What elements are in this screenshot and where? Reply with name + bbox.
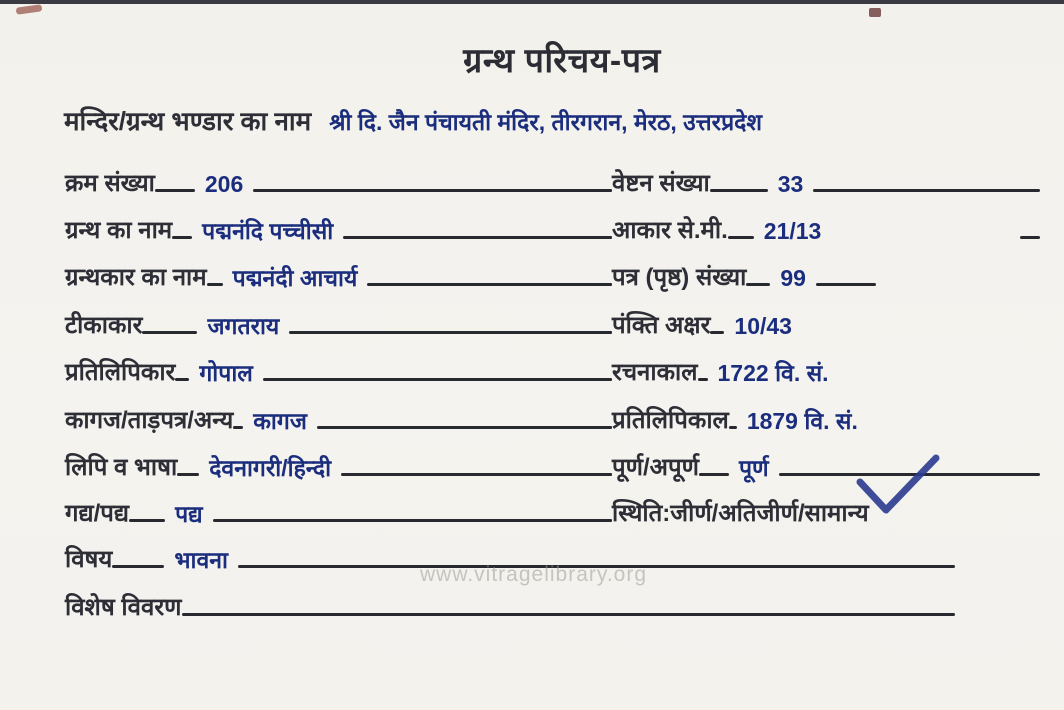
field-label: रचनाकाल: [612, 359, 698, 386]
temple-name-label: मन्दिर/ग्रन्थ भण्डार का नाम: [64, 106, 312, 136]
field-value: गोपाल: [199, 360, 253, 386]
field-label: विषय: [65, 546, 113, 573]
rule-line: [233, 426, 243, 429]
rule-line: [598, 331, 612, 334]
rule-line: [172, 236, 192, 239]
form-row: [65, 258, 1040, 300]
field-bundle-number: [598, 164, 1040, 204]
field-label: लिपि व भाषा: [65, 454, 178, 481]
field-label: पंक्ति अक्षर: [612, 312, 711, 339]
rule-line: [598, 426, 612, 429]
field-condition: [598, 494, 1040, 534]
field-value: देवनागरी/हिन्दी: [209, 455, 332, 481]
field-composition-date: [598, 353, 1040, 393]
temple-name-value: श्री दि. जैन पंचायती मंदिर, तीरगरान, मेरठ, उत्तरप्रदेश: [329, 109, 763, 135]
rule-line: [598, 189, 612, 192]
rule-line: [813, 189, 1040, 192]
field-page-count: [598, 258, 1040, 298]
field-author-name: [65, 258, 612, 298]
field-value: पद्य: [175, 501, 203, 527]
rule-line: [155, 189, 195, 192]
rule-line: [182, 613, 956, 616]
rule-line: [698, 378, 708, 381]
field-value: 1879 वि. सं.: [746, 408, 858, 434]
field-label: टीकाकार: [65, 312, 143, 339]
rule-line: [816, 283, 876, 286]
rule-line: [129, 519, 165, 522]
field-copy-date: [598, 401, 1040, 441]
field-material: [65, 401, 612, 441]
rule-line: [1020, 236, 1040, 239]
rule-line: [710, 331, 724, 334]
condition-checkmark-icon: [852, 452, 944, 518]
field-lines-letters: [598, 306, 1040, 346]
field-book-name: [65, 211, 612, 251]
rule-line: [263, 378, 612, 381]
form-row: [65, 306, 1040, 348]
rule-line: [341, 473, 612, 476]
scan-smudge-right: [869, 8, 881, 17]
rule-line: [598, 283, 612, 286]
rule-line: [598, 378, 612, 381]
rule-line: [112, 565, 164, 568]
form-row: [65, 211, 1040, 253]
rule-line: [289, 331, 612, 334]
form-row: [65, 401, 1040, 443]
rule-line: [728, 236, 754, 239]
field-value: जगतराय: [207, 313, 280, 339]
field-value: भावना: [174, 547, 228, 573]
field-value: पूर्ण: [738, 455, 769, 481]
field-label: पत्र (पृष्ठ) संख्या: [612, 264, 747, 291]
field-label: प्रतिलिपिकाल: [612, 407, 729, 434]
field-label: आकार से.मी.: [612, 217, 728, 244]
watermark: www.vitragelibrary.org: [420, 563, 648, 586]
rule-line: [367, 283, 612, 286]
field-value: 206: [204, 171, 244, 197]
form-row: [65, 164, 1040, 206]
field-serial-number: [65, 164, 612, 204]
rule-line: [729, 426, 737, 429]
rule-line: [253, 189, 612, 192]
scan-smudge-left: [16, 4, 43, 15]
field-label: स्थिति:जीर्ण/अतिजीर्ण/सामान्य: [612, 500, 869, 527]
rule-line: [343, 236, 612, 239]
rule-line: [207, 283, 223, 286]
rule-line: [746, 283, 770, 286]
field-value: पद्मनंदी आचार्य: [232, 265, 358, 291]
field-value: 1722 वि. सं.: [717, 360, 829, 386]
field-label: क्रम संख्या: [65, 170, 155, 197]
rule-line: [598, 519, 612, 522]
page-title: ग्रन्थ परिचय-पत्र: [463, 42, 661, 80]
rule-line: [317, 426, 612, 429]
field-label: विशेष विवरण: [65, 594, 182, 621]
field-commentator: [65, 306, 612, 346]
field-value: 33: [777, 171, 804, 197]
field-label: प्रतिलिपिकार: [65, 359, 176, 386]
field-complete-incomplete: [598, 448, 1040, 488]
field-label: पूर्ण/अपूर्ण: [612, 454, 699, 481]
scan-top-edge: [0, 0, 1064, 4]
field-value: 10/43: [734, 313, 792, 339]
form-row: [65, 353, 1040, 395]
field-label: ग्रन्थ का नाम: [65, 217, 173, 244]
rule-line: [142, 331, 197, 334]
field-size-cm: [598, 211, 1040, 251]
rule-line: [213, 519, 612, 522]
rule-line: [177, 473, 199, 476]
field-label: कागज/ताड़पत्र/अन्य: [65, 407, 234, 434]
rule-line: [598, 236, 612, 239]
field-value: 99: [780, 265, 806, 291]
field-value: पद्मनंदि पच्चीसी: [202, 218, 334, 244]
field-prose-verse: [65, 494, 612, 534]
rule-line: [175, 378, 189, 381]
field-label: ग्रन्थकार का नाम: [65, 264, 207, 291]
field-label: वेष्टन संख्या: [612, 170, 710, 197]
form-row: [65, 588, 1040, 630]
field-script-language: [65, 448, 612, 488]
rule-line: [598, 473, 612, 476]
field-label: गद्य/पद्य: [65, 500, 130, 527]
field-value: कागज: [253, 408, 307, 434]
field-special-details: [65, 588, 955, 628]
rule-line: [710, 189, 768, 192]
rule-line: [699, 473, 729, 476]
field-value: 21/13: [763, 218, 822, 244]
temple-name-row: [64, 102, 1044, 138]
field-copyist: [65, 353, 612, 393]
